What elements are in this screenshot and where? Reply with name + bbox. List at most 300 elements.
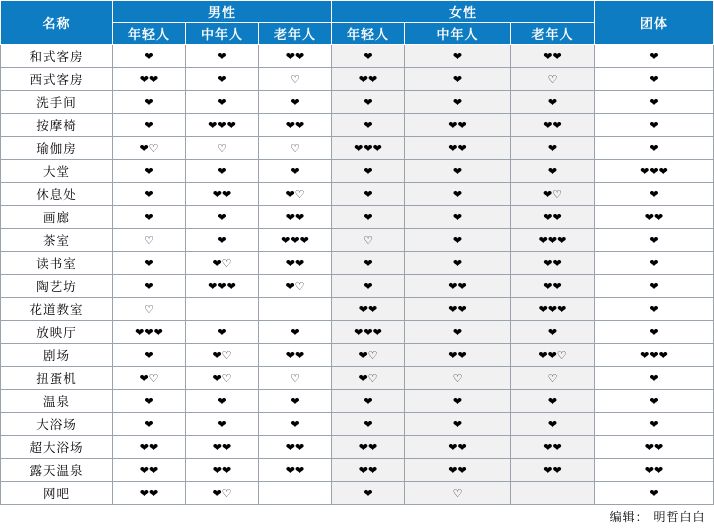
heart-filled-icon: ❤ — [222, 440, 232, 454]
rating-male-middle — [186, 91, 259, 114]
heart-filled-icon: ❤ — [290, 394, 300, 408]
heart-filled-icon: ❤ — [139, 463, 149, 477]
rating-male-young — [113, 459, 186, 482]
heart-filled-icon: ❤ — [363, 187, 373, 201]
facility-name: 超大浴场 — [1, 436, 113, 459]
heart-filled-icon: ❤ — [153, 325, 163, 339]
rating-team — [595, 482, 714, 505]
heart-filled-icon: ❤ — [448, 279, 458, 293]
heart-filled-icon: ❤ — [285, 210, 295, 224]
heart-filled-icon: ❤ — [649, 279, 659, 293]
rating-female-senior — [511, 206, 595, 229]
heart-filled-icon: ❤ — [649, 486, 659, 500]
rating-team — [595, 275, 714, 298]
heart-filled-icon: ❤ — [457, 440, 467, 454]
header-male-middle: 中年人 — [186, 23, 259, 45]
heart-filled-icon: ❤ — [363, 417, 373, 431]
table-row — [1, 390, 714, 413]
heart-filled-icon: ❤ — [281, 233, 291, 247]
rating-female-middle — [405, 344, 511, 367]
heart-filled-icon: ❤ — [547, 417, 558, 431]
table-row — [1, 252, 714, 275]
heart-filled-icon: ❤ — [290, 325, 300, 339]
rating-team — [595, 45, 714, 68]
heart-filled-icon: ❤ — [139, 371, 149, 385]
rating-female-young — [332, 160, 405, 183]
rating-female-middle — [405, 413, 511, 436]
facility-name: 洗手间 — [1, 91, 113, 114]
facility-name: 陶艺坊 — [1, 275, 113, 298]
rating-female-young — [332, 367, 405, 390]
heart-filled-icon: ❤ — [139, 72, 149, 86]
rating-female-middle — [405, 482, 511, 505]
table-row — [1, 229, 714, 252]
heart-filled-icon: ❤ — [363, 49, 373, 63]
heart-filled-icon: ❤ — [295, 118, 305, 132]
heart-outline-icon: ♡ — [547, 72, 558, 86]
heart-filled-icon: ❤ — [649, 141, 659, 155]
heart-filled-icon: ❤ — [217, 118, 227, 132]
heart-filled-icon: ❤ — [285, 463, 295, 477]
heart-filled-icon: ❤ — [363, 118, 373, 132]
heart-filled-icon: ❤ — [295, 49, 305, 63]
rating-female-young — [332, 45, 405, 68]
rating-male-senior — [259, 206, 332, 229]
heart-filled-icon: ❤ — [452, 95, 463, 109]
heart-filled-icon: ❤ — [135, 325, 145, 339]
rating-female-senior — [511, 114, 595, 137]
rating-male-young — [113, 91, 186, 114]
facility-name: 放映厅 — [1, 321, 113, 344]
heart-filled-icon: ❤ — [649, 95, 659, 109]
heart-filled-icon: ❤ — [542, 187, 553, 201]
heart-outline-icon: ♡ — [148, 371, 159, 385]
rating-female-young — [332, 252, 405, 275]
rating-female-young — [332, 229, 405, 252]
facility-name: 茶室 — [1, 229, 113, 252]
facility-name: 休息处 — [1, 183, 113, 206]
heart-filled-icon: ❤ — [368, 463, 378, 477]
heart-filled-icon: ❤ — [368, 72, 378, 86]
rating-female-young — [332, 68, 405, 91]
heart-filled-icon: ❤ — [372, 141, 382, 155]
rating-female-senior — [511, 45, 595, 68]
heart-filled-icon: ❤ — [358, 348, 368, 362]
heart-filled-icon: ❤ — [295, 210, 305, 224]
heart-filled-icon: ❤ — [552, 210, 562, 224]
rating-male-middle — [186, 229, 259, 252]
rating-male-middle — [186, 160, 259, 183]
heart-filled-icon: ❤ — [547, 394, 558, 408]
rating-team — [595, 390, 714, 413]
rating-team — [595, 459, 714, 482]
rating-male-senior — [259, 482, 332, 505]
rating-male-senior — [259, 229, 332, 252]
heart-outline-icon: ♡ — [144, 302, 154, 316]
rating-female-senior — [511, 137, 595, 160]
rating-female-senior — [511, 252, 595, 275]
header-male-young: 年轻人 — [113, 23, 186, 45]
rating-team — [595, 68, 714, 91]
rating-female-senior — [511, 321, 595, 344]
rating-male-middle — [186, 298, 259, 321]
rating-male-middle — [186, 390, 259, 413]
heart-outline-icon: ♡ — [367, 371, 378, 385]
rating-team — [595, 160, 714, 183]
heart-filled-icon: ❤ — [547, 302, 558, 316]
rating-female-middle — [405, 229, 511, 252]
rating-male-senior — [259, 183, 332, 206]
heart-filled-icon: ❤ — [212, 463, 222, 477]
heart-filled-icon: ❤ — [547, 233, 558, 247]
heart-filled-icon: ❤ — [457, 463, 467, 477]
heart-filled-icon: ❤ — [557, 233, 567, 247]
heart-outline-icon: ♡ — [217, 141, 227, 155]
heart-filled-icon: ❤ — [149, 72, 159, 86]
heart-filled-icon: ❤ — [363, 279, 373, 293]
rating-male-young — [113, 114, 186, 137]
rating-female-senior — [511, 413, 595, 436]
facility-name: 花道教室 — [1, 298, 113, 321]
heart-filled-icon: ❤ — [452, 187, 463, 201]
heart-filled-icon: ❤ — [285, 187, 295, 201]
rating-team — [595, 413, 714, 436]
facility-name: 网吧 — [1, 482, 113, 505]
heart-filled-icon: ❤ — [212, 187, 222, 201]
rating-male-young — [113, 229, 186, 252]
heart-filled-icon: ❤ — [149, 463, 159, 477]
heart-outline-icon: ♡ — [221, 371, 232, 385]
heart-filled-icon: ❤ — [363, 95, 373, 109]
heart-filled-icon: ❤ — [358, 72, 368, 86]
heart-filled-icon: ❤ — [363, 486, 373, 500]
rating-male-middle — [186, 459, 259, 482]
rating-male-middle — [186, 183, 259, 206]
heart-filled-icon: ❤ — [299, 233, 309, 247]
heart-outline-icon: ♡ — [221, 486, 232, 500]
rating-male-middle — [186, 45, 259, 68]
heart-filled-icon: ❤ — [217, 279, 227, 293]
heart-filled-icon: ❤ — [452, 417, 463, 431]
heart-filled-icon: ❤ — [552, 49, 562, 63]
table-row — [1, 160, 714, 183]
heart-outline-icon: ♡ — [547, 371, 558, 385]
rating-team — [595, 114, 714, 137]
rating-male-senior — [259, 390, 332, 413]
rating-team — [595, 229, 714, 252]
rating-male-middle — [186, 413, 259, 436]
rating-male-senior — [259, 275, 332, 298]
heart-filled-icon: ❤ — [649, 371, 659, 385]
heart-filled-icon: ❤ — [547, 141, 558, 155]
rating-male-young — [113, 183, 186, 206]
heart-filled-icon: ❤ — [452, 394, 463, 408]
table-row — [1, 137, 714, 160]
rating-male-young — [113, 367, 186, 390]
heart-filled-icon: ❤ — [368, 302, 378, 316]
rating-male-senior — [259, 459, 332, 482]
rating-male-young — [113, 275, 186, 298]
rating-male-young — [113, 390, 186, 413]
heart-filled-icon: ❤ — [144, 187, 154, 201]
heart-filled-icon: ❤ — [448, 302, 458, 316]
table-row — [1, 206, 714, 229]
rating-female-young — [332, 344, 405, 367]
header-male-senior: 老年人 — [259, 23, 332, 45]
rating-female-young — [332, 183, 405, 206]
heart-filled-icon: ❤ — [543, 210, 553, 224]
rating-team — [595, 367, 714, 390]
rating-male-young — [113, 137, 186, 160]
rating-female-middle — [405, 298, 511, 321]
rating-female-young — [332, 459, 405, 482]
rating-team — [595, 344, 714, 367]
facility-name: 西式客房 — [1, 68, 113, 91]
heart-filled-icon: ❤ — [448, 118, 458, 132]
heart-outline-icon: ♡ — [294, 187, 305, 201]
header-male-group: 男性 — [113, 1, 332, 23]
header-female-group: 女性 — [332, 1, 595, 23]
facility-name: 大浴场 — [1, 413, 113, 436]
heart-filled-icon: ❤ — [363, 164, 373, 178]
heart-filled-icon: ❤ — [644, 440, 654, 454]
heart-filled-icon: ❤ — [448, 440, 458, 454]
rating-male-senior — [259, 252, 332, 275]
rating-female-senior — [511, 91, 595, 114]
rating-male-middle — [186, 436, 259, 459]
rating-team — [595, 91, 714, 114]
rating-female-young — [332, 91, 405, 114]
facility-name: 画廊 — [1, 206, 113, 229]
table-row — [1, 344, 714, 367]
rating-male-young — [113, 482, 186, 505]
heart-outline-icon: ♡ — [290, 72, 300, 86]
heart-filled-icon: ❤ — [139, 141, 149, 155]
rating-female-young — [332, 390, 405, 413]
heart-filled-icon: ❤ — [212, 256, 222, 270]
heart-filled-icon: ❤ — [649, 256, 659, 270]
heart-filled-icon: ❤ — [217, 325, 227, 339]
rating-male-senior — [259, 45, 332, 68]
heart-filled-icon: ❤ — [552, 256, 562, 270]
heart-filled-icon: ❤ — [139, 440, 149, 454]
heart-filled-icon: ❤ — [457, 302, 467, 316]
heart-filled-icon: ❤ — [552, 463, 562, 477]
rating-male-senior — [259, 68, 332, 91]
heart-filled-icon: ❤ — [457, 348, 467, 362]
heart-filled-icon: ❤ — [372, 325, 382, 339]
heart-filled-icon: ❤ — [208, 118, 218, 132]
heart-filled-icon: ❤ — [290, 164, 300, 178]
facility-name: 露天温泉 — [1, 459, 113, 482]
heart-filled-icon: ❤ — [363, 256, 373, 270]
heart-filled-icon: ❤ — [452, 164, 463, 178]
heart-filled-icon: ❤ — [144, 95, 154, 109]
heart-filled-icon: ❤ — [552, 440, 562, 454]
rating-male-young — [113, 206, 186, 229]
rating-male-young — [113, 252, 186, 275]
heart-filled-icon: ❤ — [452, 72, 463, 86]
rating-male-young — [113, 321, 186, 344]
heart-filled-icon: ❤ — [144, 394, 154, 408]
heart-outline-icon: ♡ — [452, 486, 463, 500]
heart-filled-icon: ❤ — [363, 210, 373, 224]
heart-filled-icon: ❤ — [538, 302, 548, 316]
heart-outline-icon: ♡ — [290, 141, 300, 155]
rating-male-middle — [186, 344, 259, 367]
rating-male-middle — [186, 367, 259, 390]
heart-filled-icon: ❤ — [452, 325, 463, 339]
heart-filled-icon: ❤ — [452, 233, 463, 247]
heart-filled-icon: ❤ — [285, 440, 295, 454]
rating-male-middle — [186, 482, 259, 505]
rating-female-young — [332, 275, 405, 298]
heart-filled-icon: ❤ — [457, 118, 467, 132]
facility-name: 瑜伽房 — [1, 137, 113, 160]
rating-female-middle — [405, 459, 511, 482]
rating-female-senior — [511, 390, 595, 413]
rating-male-young — [113, 436, 186, 459]
rating-female-young — [332, 321, 405, 344]
header-female-young: 年轻人 — [332, 23, 405, 45]
heart-filled-icon: ❤ — [212, 486, 222, 500]
heart-filled-icon: ❤ — [217, 72, 227, 86]
facility-name: 大堂 — [1, 160, 113, 183]
rating-male-senior — [259, 137, 332, 160]
heart-filled-icon: ❤ — [547, 325, 558, 339]
table-row — [1, 482, 714, 505]
facility-name: 和式客房 — [1, 45, 113, 68]
rating-female-young — [332, 436, 405, 459]
table-row — [1, 436, 714, 459]
rating-team — [595, 298, 714, 321]
heart-filled-icon: ❤ — [149, 440, 159, 454]
table-row — [1, 183, 714, 206]
heart-filled-icon: ❤ — [144, 417, 154, 431]
heart-filled-icon: ❤ — [295, 463, 305, 477]
heart-filled-icon: ❤ — [217, 95, 227, 109]
rating-male-young — [113, 45, 186, 68]
heart-filled-icon: ❤ — [649, 118, 659, 132]
facility-name: 读书室 — [1, 252, 113, 275]
heart-filled-icon: ❤ — [149, 486, 159, 500]
heart-filled-icon: ❤ — [208, 279, 218, 293]
heart-outline-icon: ♡ — [221, 256, 232, 270]
heart-filled-icon: ❤ — [658, 164, 668, 178]
heart-filled-icon: ❤ — [543, 279, 553, 293]
heart-filled-icon: ❤ — [547, 348, 557, 362]
heart-filled-icon: ❤ — [644, 463, 654, 477]
heart-filled-icon: ❤ — [144, 164, 154, 178]
rating-female-senior — [511, 344, 595, 367]
heart-filled-icon: ❤ — [543, 256, 553, 270]
rating-male-middle — [186, 114, 259, 137]
heart-filled-icon: ❤ — [543, 440, 553, 454]
rating-female-middle — [405, 68, 511, 91]
rating-female-senior — [511, 183, 595, 206]
rating-team — [595, 252, 714, 275]
rating-male-senior — [259, 321, 332, 344]
heart-filled-icon: ❤ — [290, 417, 300, 431]
rating-team — [595, 137, 714, 160]
heart-filled-icon: ❤ — [144, 210, 154, 224]
rating-male-senior — [259, 344, 332, 367]
heart-filled-icon: ❤ — [226, 118, 236, 132]
rating-male-senior — [259, 413, 332, 436]
heart-filled-icon: ❤ — [285, 49, 295, 63]
rating-team — [595, 183, 714, 206]
heart-filled-icon: ❤ — [358, 302, 368, 316]
heart-filled-icon: ❤ — [452, 210, 463, 224]
rating-female-senior — [511, 436, 595, 459]
heart-filled-icon: ❤ — [457, 141, 467, 155]
rating-male-senior — [259, 436, 332, 459]
heart-filled-icon: ❤ — [547, 95, 558, 109]
facility-name: 按摩椅 — [1, 114, 113, 137]
table-row — [1, 45, 714, 68]
rating-female-senior — [511, 367, 595, 390]
heart-filled-icon: ❤ — [212, 371, 222, 385]
heart-filled-icon: ❤ — [649, 394, 659, 408]
rating-female-senior — [511, 298, 595, 321]
heart-filled-icon: ❤ — [543, 49, 553, 63]
heart-filled-icon: ❤ — [144, 279, 154, 293]
heart-filled-icon: ❤ — [452, 256, 463, 270]
rating-male-middle — [186, 206, 259, 229]
heart-outline-icon: ♡ — [290, 371, 300, 385]
heart-filled-icon: ❤ — [363, 141, 373, 155]
heart-filled-icon: ❤ — [649, 348, 659, 362]
header-female-middle: 中年人 — [405, 23, 511, 45]
rating-male-young — [113, 160, 186, 183]
heart-filled-icon: ❤ — [654, 440, 664, 454]
rating-male-senior — [259, 160, 332, 183]
rating-male-middle — [186, 68, 259, 91]
heart-filled-icon: ❤ — [217, 210, 227, 224]
rating-female-middle — [405, 321, 511, 344]
heart-filled-icon: ❤ — [543, 118, 553, 132]
heart-filled-icon: ❤ — [144, 118, 154, 132]
heart-filled-icon: ❤ — [144, 325, 154, 339]
rating-male-young — [113, 298, 186, 321]
heart-filled-icon: ❤ — [363, 325, 373, 339]
heart-filled-icon: ❤ — [452, 49, 463, 63]
rating-male-middle — [186, 252, 259, 275]
heart-filled-icon: ❤ — [144, 256, 154, 270]
heart-filled-icon: ❤ — [358, 440, 368, 454]
rating-team — [595, 436, 714, 459]
heart-filled-icon: ❤ — [217, 49, 227, 63]
heart-outline-icon: ♡ — [221, 348, 232, 362]
heart-filled-icon: ❤ — [358, 463, 368, 477]
header-female-senior: 老年人 — [511, 23, 595, 45]
rating-female-young — [332, 114, 405, 137]
rating-female-senior — [511, 229, 595, 252]
rating-male-senior — [259, 114, 332, 137]
heart-filled-icon: ❤ — [354, 141, 364, 155]
heart-filled-icon: ❤ — [640, 164, 650, 178]
heart-filled-icon: ❤ — [658, 348, 668, 362]
table-row — [1, 91, 714, 114]
heart-filled-icon: ❤ — [222, 187, 232, 201]
heart-filled-icon: ❤ — [538, 348, 548, 362]
rating-female-young — [332, 206, 405, 229]
heart-filled-icon: ❤ — [222, 463, 232, 477]
heart-filled-icon: ❤ — [644, 210, 654, 224]
heart-outline-icon: ♡ — [556, 348, 567, 362]
rating-female-middle — [405, 137, 511, 160]
rating-female-senior — [511, 459, 595, 482]
